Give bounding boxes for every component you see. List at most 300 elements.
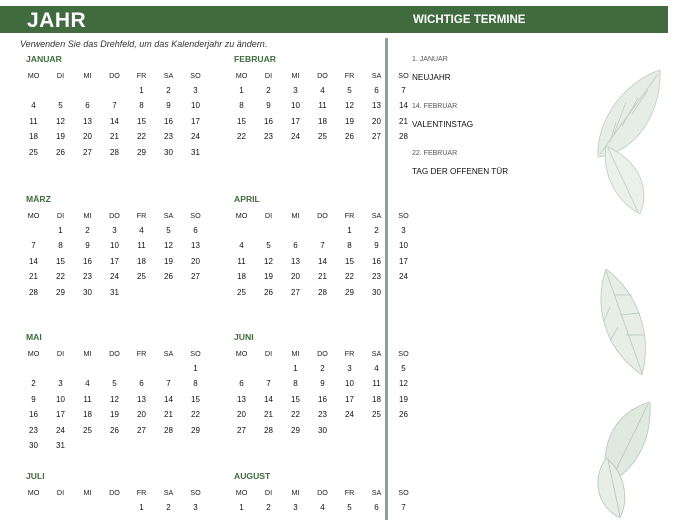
day-cell: 23: [83, 272, 92, 282]
weekday-header: MO: [235, 349, 248, 358]
day-cell: 24: [399, 272, 408, 282]
day-cell: 2: [320, 364, 325, 373]
day-cell: 13: [237, 394, 246, 404]
month-calendar: [228, 470, 409, 515]
empty-day-cell: [47, 83, 74, 98]
day-cell: 25: [372, 410, 381, 420]
weekday-header: MO: [27, 488, 40, 497]
event-item: [412, 56, 451, 82]
day-cell: 10: [56, 394, 65, 404]
day-cell: 22: [191, 410, 200, 420]
day-cell: 6: [374, 503, 379, 512]
day-cell: 15: [291, 394, 300, 404]
day-cell: 4: [374, 364, 379, 373]
month-name: MÄRZ: [26, 194, 51, 204]
weekday-header: MI: [291, 349, 300, 358]
weekday-header: SA: [163, 211, 174, 220]
day-cell: 18: [237, 272, 246, 282]
weekday-header: SO: [190, 71, 201, 80]
header-bar: [0, 6, 668, 33]
weekday-header: SO: [398, 71, 409, 80]
day-cell: 27: [237, 425, 246, 435]
day-cell: 23: [264, 132, 273, 142]
day-cell: 14: [110, 116, 119, 126]
day-cell: 30: [83, 287, 92, 297]
day-cell: 24: [110, 272, 119, 282]
year-title[interactable]: JAHR: [27, 9, 87, 32]
day-cell: 17: [399, 256, 408, 266]
day-cell: 16: [264, 116, 273, 126]
day-cell: 20: [372, 116, 381, 126]
day-cell: 1: [193, 364, 198, 373]
event-date: 1. JANUAR: [412, 56, 448, 63]
empty-day-cell: [155, 361, 182, 376]
leaf-decoration-icon: [588, 62, 668, 222]
day-cell: 9: [85, 241, 90, 251]
day-cell: 8: [347, 241, 352, 251]
weekday-header: DI: [264, 71, 273, 80]
day-cell: 19: [110, 410, 119, 420]
day-cell: 17: [110, 256, 119, 266]
day-cell: 7: [266, 379, 271, 389]
day-cell: 27: [291, 287, 300, 297]
day-cell: 1: [139, 86, 144, 95]
day-cell: 22: [291, 410, 300, 420]
weekday-header: DI: [56, 211, 65, 220]
day-cell: 5: [266, 241, 271, 251]
empty-day-cell: [101, 500, 128, 515]
weekday-header: DI: [264, 211, 273, 220]
month-name: AUGUST: [234, 471, 271, 481]
day-cell: 25: [237, 287, 246, 297]
weekday-header: DI: [56, 349, 65, 358]
day-cell: 26: [56, 147, 65, 157]
empty-day-cell: [74, 83, 101, 98]
weekday-header: DO: [317, 349, 328, 358]
day-cell: 5: [347, 86, 352, 95]
day-cell: 16: [29, 410, 38, 420]
day-cell: 1: [347, 226, 352, 235]
weekday-header: FR: [136, 488, 147, 497]
empty-day-cell: [228, 361, 255, 376]
weekday-header: MO: [27, 349, 40, 358]
empty-day-cell: [20, 500, 47, 515]
day-cell: 14: [164, 394, 173, 404]
day-cell: 4: [320, 503, 325, 512]
month-name: APRIL: [234, 194, 260, 204]
weekday-header: SA: [163, 71, 174, 80]
day-cell: 25: [137, 272, 146, 282]
day-cell: 25: [29, 147, 38, 157]
day-cell: 15: [191, 394, 200, 404]
day-cell: 23: [29, 425, 38, 435]
day-cell: 19: [399, 394, 408, 404]
weekday-header: MI: [83, 71, 92, 80]
day-cell: 16: [318, 394, 327, 404]
empty-day-cell: [228, 223, 255, 238]
day-cell: 9: [320, 379, 325, 389]
day-cell: 31: [110, 287, 119, 297]
day-cell: 3: [193, 86, 198, 95]
weekday-header: SA: [371, 349, 382, 358]
day-cell: 8: [293, 379, 298, 389]
day-cell: 26: [399, 410, 408, 420]
day-cell: 1: [239, 86, 244, 95]
day-cell: 4: [239, 241, 244, 251]
day-cell: 15: [345, 256, 354, 266]
day-cell: 11: [137, 241, 146, 251]
weekday-header: DO: [317, 211, 328, 220]
weekday-header: SA: [371, 488, 382, 497]
day-cell: 29: [345, 287, 354, 297]
day-cell: 7: [401, 86, 406, 95]
day-cell: 5: [166, 226, 171, 235]
empty-day-cell: [101, 361, 128, 376]
day-cell: 21: [29, 272, 38, 282]
month-calendar: [20, 193, 201, 300]
day-cell: 10: [110, 241, 119, 251]
day-cell: 4: [31, 101, 36, 111]
day-cell: 9: [374, 241, 379, 251]
leaf-decoration-icon: [592, 265, 652, 380]
day-cell: 26: [164, 272, 173, 282]
weekday-header: FR: [344, 488, 355, 497]
day-cell: 21: [264, 410, 273, 420]
day-cell: 20: [83, 132, 92, 142]
day-cell: 5: [112, 379, 117, 389]
day-cell: 30: [164, 147, 173, 157]
day-cell: 2: [266, 503, 271, 512]
weekday-header: MI: [291, 488, 300, 497]
empty-day-cell: [255, 361, 282, 376]
day-cell: 1: [293, 364, 298, 373]
day-cell: 29: [191, 425, 200, 435]
day-cell: 28: [399, 132, 408, 142]
day-cell: 16: [164, 116, 173, 126]
day-cell: 14: [29, 256, 38, 266]
day-cell: 3: [347, 364, 352, 373]
day-cell: 7: [112, 101, 117, 111]
day-cell: 5: [401, 364, 406, 373]
weekday-header: DO: [109, 71, 120, 80]
event-item: [412, 150, 508, 176]
day-cell: 12: [56, 116, 65, 126]
day-cell: 21: [110, 132, 119, 142]
month-name: FEBRUAR: [234, 54, 277, 64]
empty-day-cell: [101, 83, 128, 98]
day-cell: 13: [291, 256, 300, 266]
day-cell: 8: [239, 101, 244, 111]
day-cell: 12: [399, 379, 408, 389]
day-cell: 22: [345, 272, 354, 282]
day-cell: 31: [56, 440, 65, 450]
weekday-header: FR: [136, 349, 147, 358]
day-cell: 19: [164, 256, 173, 266]
day-cell: 30: [29, 440, 38, 450]
day-cell: 28: [264, 425, 273, 435]
empty-day-cell: [255, 223, 282, 238]
day-cell: 26: [264, 287, 273, 297]
weekday-header: DI: [264, 349, 273, 358]
event-name: VALENTINSTAG: [412, 120, 474, 129]
day-cell: 24: [291, 132, 300, 142]
day-cell: 21: [399, 116, 408, 126]
day-cell: 11: [372, 379, 381, 389]
day-cell: 18: [29, 132, 38, 142]
day-cell: 3: [401, 226, 406, 235]
day-cell: 18: [372, 394, 381, 404]
day-cell: 27: [137, 425, 146, 435]
day-cell: 15: [56, 256, 65, 266]
day-cell: 29: [56, 287, 65, 297]
empty-day-cell: [20, 361, 47, 376]
weekday-header: DI: [56, 71, 65, 80]
weekday-header: DO: [317, 71, 328, 80]
day-cell: 13: [83, 116, 92, 126]
day-cell: 23: [318, 410, 327, 420]
day-cell: 9: [266, 101, 271, 111]
day-cell: 22: [237, 132, 246, 142]
empty-day-cell: [128, 361, 155, 376]
weekday-header: SA: [163, 488, 174, 497]
empty-day-cell: [309, 223, 336, 238]
events-title: WICHTIGE TERMINE: [413, 14, 526, 26]
month-calendar: [20, 470, 201, 515]
day-cell: 5: [58, 101, 63, 111]
weekday-header: MO: [27, 71, 40, 80]
day-cell: 15: [237, 116, 246, 126]
month-calendar: [228, 331, 409, 438]
day-cell: 24: [191, 132, 200, 142]
month-calendar: [228, 193, 409, 300]
day-cell: 1: [58, 226, 63, 235]
day-cell: 19: [345, 116, 354, 126]
day-cell: 3: [112, 226, 117, 235]
day-cell: 27: [83, 147, 92, 157]
day-cell: 8: [58, 241, 63, 251]
empty-day-cell: [282, 223, 309, 238]
weekday-header: DI: [264, 488, 273, 497]
day-cell: 13: [191, 241, 200, 251]
day-cell: 7: [166, 379, 171, 389]
day-cell: 10: [399, 241, 408, 251]
day-cell: 29: [137, 147, 146, 157]
weekday-header: DO: [109, 488, 120, 497]
day-cell: 5: [347, 503, 352, 512]
day-cell: 7: [401, 503, 406, 512]
weekday-header: FR: [344, 349, 355, 358]
month-name: MAI: [26, 332, 42, 342]
weekday-header: FR: [136, 71, 147, 80]
weekday-header: MO: [235, 211, 248, 220]
weekday-header: SO: [398, 349, 409, 358]
day-cell: 3: [293, 86, 298, 95]
day-cell: 6: [239, 379, 244, 389]
empty-day-cell: [20, 223, 47, 238]
day-cell: 14: [318, 256, 327, 266]
day-cell: 12: [264, 256, 273, 266]
day-cell: 16: [372, 256, 381, 266]
day-cell: 31: [191, 147, 200, 157]
day-cell: 10: [191, 101, 200, 111]
day-cell: 16: [83, 256, 92, 266]
day-cell: 4: [85, 379, 90, 389]
empty-day-cell: [74, 500, 101, 515]
day-cell: 13: [372, 101, 381, 111]
day-cell: 12: [345, 101, 354, 111]
day-cell: 25: [83, 425, 92, 435]
weekday-header: SA: [371, 211, 382, 220]
day-cell: 9: [31, 394, 36, 404]
day-cell: 24: [56, 425, 65, 435]
day-cell: 2: [31, 379, 36, 389]
day-cell: 2: [374, 226, 379, 235]
weekday-header: SA: [371, 71, 382, 80]
day-cell: 13: [137, 394, 146, 404]
day-cell: 9: [166, 101, 171, 111]
event-name: TAG DER OFFENEN TÜR: [412, 167, 509, 176]
day-cell: 17: [56, 410, 65, 420]
day-cell: 18: [83, 410, 92, 420]
day-cell: 12: [110, 394, 119, 404]
day-cell: 17: [291, 116, 300, 126]
event-date: 22. FEBRUAR: [412, 150, 458, 157]
weekday-header: MI: [83, 211, 92, 220]
day-cell: 20: [191, 256, 200, 266]
day-cell: 26: [345, 132, 354, 142]
month-calendar: [20, 53, 201, 160]
day-cell: 20: [137, 410, 146, 420]
instruction-text: Verwenden Sie das Drehfeld, um das Kalenderjahr zu ändern.: [20, 39, 268, 49]
month-calendar: [20, 331, 201, 453]
day-cell: 19: [56, 132, 65, 142]
day-cell: 8: [193, 379, 198, 389]
day-cell: 28: [110, 147, 119, 157]
day-cell: 28: [164, 425, 173, 435]
day-cell: 6: [293, 241, 298, 251]
weekday-header: MI: [83, 349, 92, 358]
day-cell: 2: [166, 503, 171, 512]
weekday-header: MI: [291, 211, 300, 220]
day-cell: 22: [137, 132, 146, 142]
day-cell: 6: [193, 226, 198, 235]
day-cell: 1: [239, 503, 244, 512]
day-cell: 3: [58, 379, 63, 389]
weekday-header: SA: [163, 349, 174, 358]
weekday-header: MO: [235, 71, 248, 80]
day-cell: 1: [139, 503, 144, 512]
day-cell: 11: [318, 101, 327, 111]
day-cell: 30: [372, 287, 381, 297]
day-cell: 3: [193, 503, 198, 512]
day-cell: 2: [266, 86, 271, 95]
day-cell: 28: [318, 287, 327, 297]
day-cell: 20: [237, 410, 246, 420]
weekday-header: SO: [190, 211, 201, 220]
weekday-header: FR: [136, 211, 147, 220]
day-cell: 30: [318, 425, 327, 435]
empty-day-cell: [47, 361, 74, 376]
day-cell: 7: [31, 241, 36, 251]
weekday-header: MO: [235, 488, 248, 497]
weekday-header: FR: [344, 71, 355, 80]
day-cell: 6: [139, 379, 144, 389]
day-cell: 7: [320, 241, 325, 251]
day-cell: 4: [320, 86, 325, 95]
day-cell: 27: [191, 272, 200, 282]
day-cell: 24: [345, 410, 354, 420]
event-date: 14. FEBRUAR: [412, 103, 458, 110]
day-cell: 3: [293, 503, 298, 512]
day-cell: 14: [399, 101, 408, 111]
weekday-header: FR: [344, 211, 355, 220]
day-cell: 19: [264, 272, 273, 282]
day-cell: 14: [264, 394, 273, 404]
day-cell: 28: [29, 287, 38, 297]
day-cell: 25: [318, 132, 327, 142]
empty-day-cell: [74, 361, 101, 376]
event-item: [412, 103, 473, 129]
month-calendar: [228, 53, 409, 145]
day-cell: 29: [291, 425, 300, 435]
day-cell: 12: [164, 241, 173, 251]
month-name: JUNI: [234, 332, 254, 342]
day-cell: 15: [137, 116, 146, 126]
day-cell: 26: [110, 425, 119, 435]
weekday-header: MI: [83, 488, 92, 497]
weekday-header: DO: [109, 211, 120, 220]
weekday-header: DI: [56, 488, 65, 497]
day-cell: 23: [372, 272, 381, 282]
weekday-header: MO: [27, 211, 40, 220]
day-cell: 11: [29, 116, 38, 126]
day-cell: 6: [374, 86, 379, 95]
day-cell: 10: [345, 379, 354, 389]
month-name: JANUAR: [26, 54, 62, 64]
weekday-header: SO: [398, 211, 409, 220]
empty-day-cell: [20, 83, 47, 98]
day-cell: 27: [372, 132, 381, 142]
day-cell: 8: [139, 101, 144, 111]
day-cell: 18: [318, 116, 327, 126]
day-cell: 20: [291, 272, 300, 282]
empty-day-cell: [47, 500, 74, 515]
day-cell: 23: [164, 132, 173, 142]
day-cell: 6: [85, 101, 90, 111]
event-name: NEUJAHR: [412, 73, 451, 82]
day-cell: 22: [56, 272, 65, 282]
day-cell: 17: [191, 116, 200, 126]
day-cell: 21: [164, 410, 173, 420]
day-cell: 10: [291, 101, 300, 111]
weekday-header: DO: [317, 488, 328, 497]
weekday-header: DO: [109, 349, 120, 358]
leaf-decoration-icon: [590, 398, 660, 520]
day-cell: 2: [166, 86, 171, 95]
weekday-header: SO: [190, 488, 201, 497]
day-cell: 4: [139, 226, 144, 235]
weekday-header: SO: [398, 488, 409, 497]
month-name: JULI: [26, 471, 45, 481]
day-cell: 21: [318, 272, 327, 282]
day-cell: 11: [237, 256, 246, 266]
weekday-header: SO: [190, 349, 201, 358]
day-cell: 2: [85, 226, 90, 235]
weekday-header: MI: [291, 71, 300, 80]
day-cell: 18: [137, 256, 146, 266]
day-cell: 11: [83, 394, 92, 404]
day-cell: 17: [345, 394, 354, 404]
